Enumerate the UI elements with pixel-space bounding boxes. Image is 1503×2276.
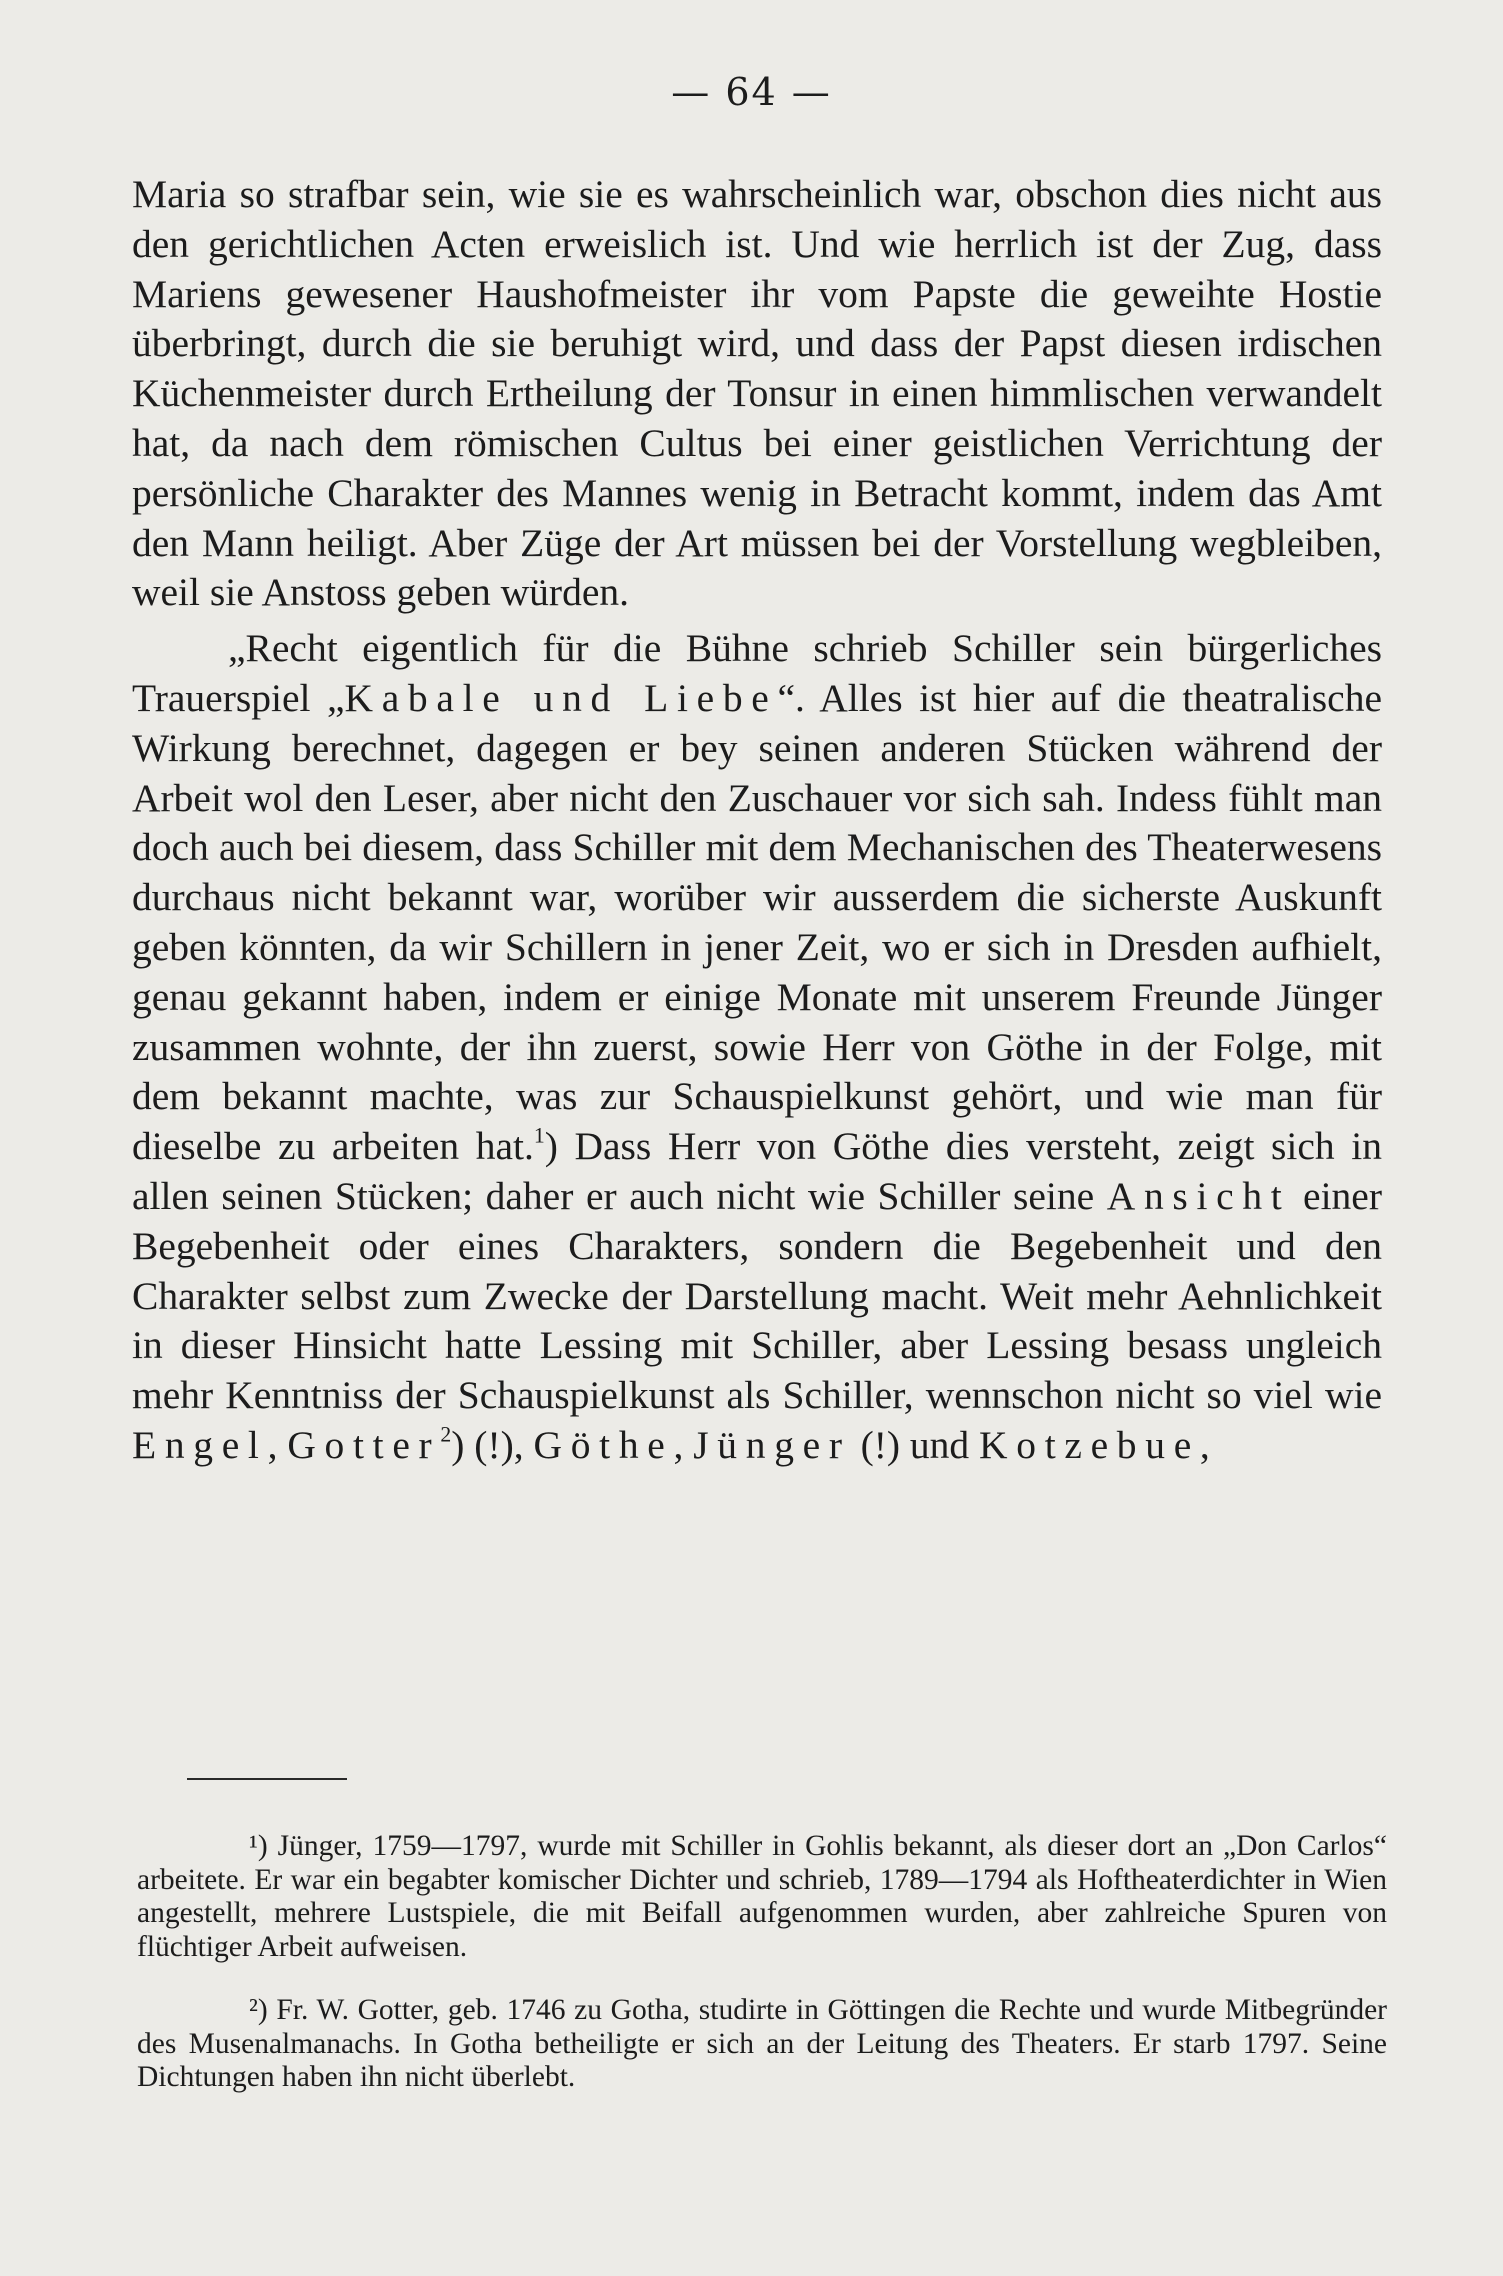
text-run: , [1199, 1422, 1210, 1467]
spaced-emphasis: Kotzebue [979, 1422, 1200, 1467]
text-run: ) (!), [451, 1422, 534, 1467]
text-run: “. Alles ist hier auf die theatralische Wirkung berechnet, dagegen er bey seinen anderen Stücken während der Arbeit wol den Leser, aber nicht den Zuschauer vor sich sah. Indess fühlt man doch auch bei diesem, dass Schiller mit dem Mechanischen des Theaterwesens durchaus nicht bekannt war, worüber wir ausserdem die sicherste Auskunft geben könnten, da wir Schillern in jener Zeit, wo er sich in Dresden aufhielt, genau gekannt haben, indem er einige Monate mit unserem Freunde Jünger zusammen wohnte, der ihn zuerst, sowie Herr von Göthe in der Folge, mit dem bekannt machte, was zur Schauspielkunst gehört, und wie man für dieselbe zu arbeiten hat. [132, 675, 1382, 1169]
text-run: „Recht eigentlich für die Bühne schrieb Schiller sein bürgerliches Trauerspiel „ [132, 626, 1382, 720]
footnote-1-marker: ¹) [249, 1830, 268, 1862]
text-run: ) Dass Herr von Göthe dies versteht, zeigt sich in allen seinen Stücken; daher er auch nicht wie Schiller seine [132, 1124, 1383, 1218]
footnote-2-text: Fr. W. Gotter, geb. 1746 zu Gotha, studirte in Göttingen die Rechte und wurde Mitbegründer des Musenalmanachs. In Gotha betheiligte er sich an der Leitung des Theaters. Er starb 1797. Seine Dichtungen haben ihn nicht überlebt. [137, 1994, 1387, 2093]
text-run: einer Begebenheit oder eines Charakters, sondern die Begebenheit und den Charakter selbst zum Zwecke der Darstellung macht. Weit mehr Aehnlichkeit in dieser Hinsicht hatte Lessing mit Schiller, aber Lessing besass ungleich mehr Kenntniss der Schauspielkunst als Schiller, wennschon nicht so viel wie [132, 1173, 1382, 1418]
spaced-emphasis: Engel [132, 1422, 268, 1467]
footnote-divider [187, 1778, 347, 1780]
spaced-emphasis: Gotter [287, 1422, 441, 1467]
page-number: — 64 — [671, 70, 832, 114]
paragraph-2 [132, 624, 1382, 1471]
footnote-2-marker: ²) [249, 1994, 268, 2026]
paragraph-1 [132, 170, 1382, 618]
footnotes [137, 1830, 1387, 2095]
text-run: , [267, 1422, 288, 1467]
spaced-emphasis: Ansicht [1106, 1173, 1291, 1218]
footnote-2 [137, 1994, 1387, 2095]
footnote-reference: 2 [440, 1422, 452, 1447]
text-run: (!) und [850, 1422, 980, 1467]
spaced-emphasis: Jünger [693, 1422, 851, 1467]
spaced-emphasis: Kabale und Liebe [344, 675, 778, 720]
footnote-1 [137, 1830, 1387, 1964]
main-text [132, 170, 1382, 1471]
text-run: Maria so strafbar sein, wie sie es wahrscheinlich war, obschon dies nicht aus den gerichtlichen Acten erweislich ist. Und wie herrlich ist der Zug, dass Mariens gewesener Haushofmeister ihr vom Papste die geweihte Hostie überbringt, durch die sie beruhigt wird, und dass der Papst diesen irdischen Küchenmeister durch Ertheilung der Tonsur in einen himmlischen verwandelt hat, da nach dem römischen Cultus bei einer geistlichen Verrichtung der persönliche Charakter des Mannes wenig in Betracht kommt, indem das Amt den Mann heiligt. Aber Züge der Art müssen bei der Vorstellung wegbleiben, weil sie Anstoss geben würden. [132, 172, 1382, 615]
spaced-emphasis: Göthe [533, 1422, 674, 1467]
footnote-1-text: Jünger, 1759—1797, wurde mit Schiller in Gohlis bekannt, als dieser dort an „Don Carlos“ arbeitete. Er war ein begabter komischer Dichter und schrieb, 1789—1794 als Hoftheaterdichter in Wien angestellt, mehrere Lustspiele, die mit Beifall aufgenommen wurden, aber zahlreiche Spuren von flüchtiger Arbeit aufweisen. [137, 1830, 1388, 1963]
text-run: , [673, 1422, 694, 1467]
footnote-reference: 1 [533, 1123, 545, 1148]
